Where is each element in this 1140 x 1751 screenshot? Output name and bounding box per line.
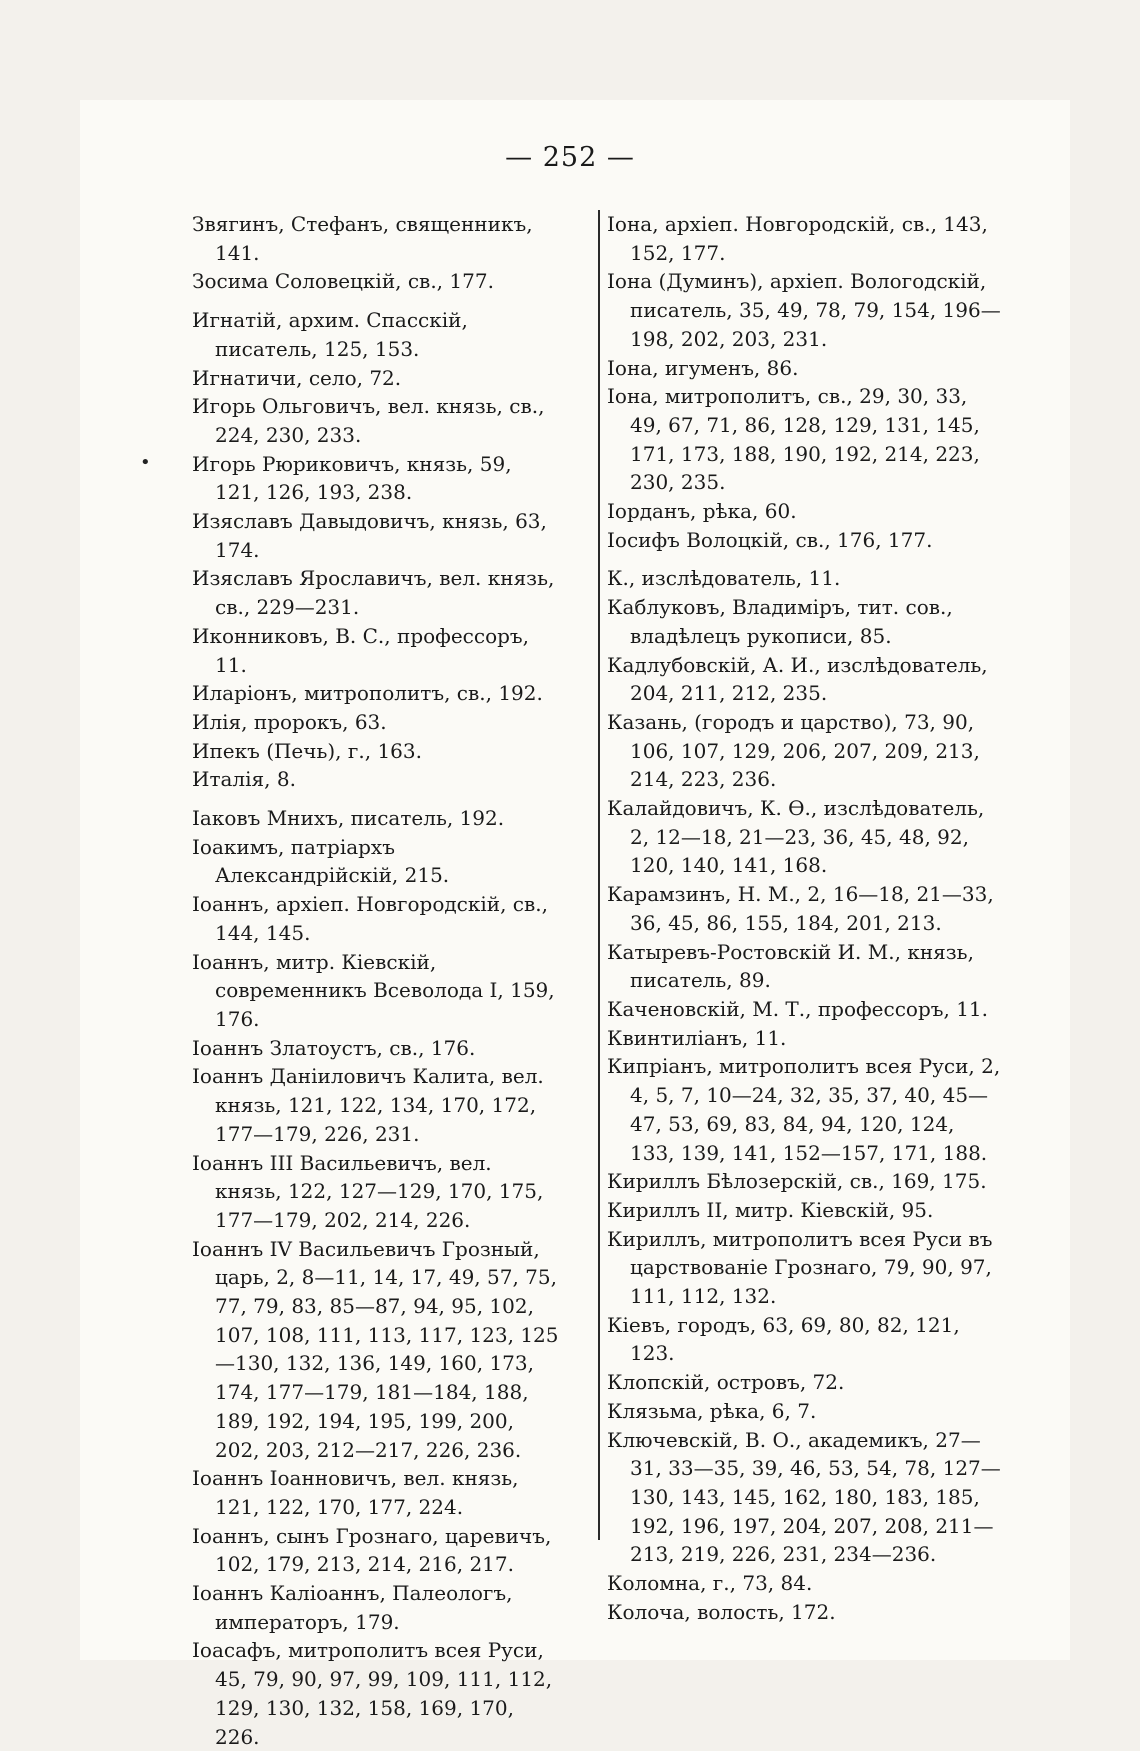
index-entry: Кіевъ, городъ, 63, 69, 80, 82, 121, 123. bbox=[607, 1312, 960, 1366]
section-gap bbox=[607, 554, 1003, 564]
index-entry: Іоаннъ, архіеп. Новгородскій, св., 144, 145. bbox=[192, 892, 548, 945]
index-entry: Клопскій, островъ, 72. bbox=[607, 1370, 845, 1395]
index-entry: Кириллъ Бѣлозерскій, св., 169, 175. bbox=[607, 1169, 987, 1194]
index-entry: Иконниковъ, В. С., профессоръ, 11. bbox=[192, 623, 529, 677]
index-entry: Илія, пророкъ, 63. bbox=[192, 709, 387, 734]
index-entry: К., изслѣдователь, 11. bbox=[607, 566, 841, 591]
index-entry: Іоаннъ Іоанновичъ, вел. князь, 121, 122, 170, 177, 224. bbox=[192, 1466, 519, 1519]
index-entry: Коломна, г., 73, 84. bbox=[607, 1571, 813, 1596]
index-entry: Іоаннъ Каліоаннъ, Палеологъ, императоръ, 179. bbox=[192, 1581, 513, 1634]
index-entry: Кадлубовскій, А. И., изслѣдователь, 204, 211, 212, 235. bbox=[607, 652, 988, 706]
index-entry: Каченовскій, М. Т., профессоръ, 11. bbox=[607, 996, 988, 1021]
index-entry: Кипріанъ, митрополитъ всея Руси, 2, 4, 5, 7, 10—24, 32, 35, 37, 40, 45—47, 53, 69, 83, 84, 94, 120, 124, 133, 139, 141, 152—157, 171, 188. bbox=[607, 1054, 1001, 1165]
index-entry: Іоаннъ IV Васильевичъ Грозный, царь, 2, 8—11, 14, 17, 49, 57, 75, 77, 79, 83, 85—87, 94, 95, 102, 107, 108, 111, 113, 117, 123, 125—130, 132, 136, 149, 160, 173, 174, 177—179, 181—184, 188, 189, 192, 194, 195, 199, 200, 202, 203, 212—217, 226, 236. bbox=[192, 1236, 559, 1462]
section-gap bbox=[192, 296, 560, 306]
index-entry: Іорданъ, рѣка, 60. bbox=[607, 499, 797, 524]
index-entry: Іоаннъ, митр. Кіевскій, современникъ Всеволода I, 159, 176. bbox=[192, 949, 555, 1031]
index-entry: Изяславъ Давыдовичъ, князь, 63, 174. bbox=[192, 509, 547, 562]
index-entry: Казань, (городъ и царство), 73, 90, 106, 107, 129, 206, 207, 209, 213, 214, 223, 236. bbox=[607, 709, 980, 792]
index-entry: Кириллъ, митрополитъ всея Руси въ царствованіе Грознаго, 79, 90, 97, 111, 112, 132. bbox=[607, 1226, 993, 1309]
margin-dot-mark: • bbox=[140, 452, 151, 473]
index-entry: Квинтиліанъ, 11. bbox=[607, 1025, 787, 1050]
index-entry: Колоча, волость, 172. bbox=[607, 1599, 836, 1624]
index-entry: Іона, архіеп. Новгородскій, св., 143, 152, 177. bbox=[607, 212, 988, 265]
index-entry: Калайдовичъ, К. Ѳ., изслѣдователь, 2, 12—18, 21—23, 36, 45, 48, 92, 120, 140, 141, 168. bbox=[607, 796, 985, 878]
section-gap bbox=[192, 794, 560, 804]
index-entry: Зосима Соловецкій, св., 177. bbox=[192, 269, 494, 294]
index-entry: Іоаннъ III Васильевичъ, вел. князь, 122, 127—129, 170, 175, 177—179, 202, 214, 226. bbox=[192, 1150, 544, 1232]
index-entry: Игнатичи, село, 72. bbox=[192, 365, 402, 390]
index-entry: Іоакимъ, патріархъ Александрійскій, 215. bbox=[192, 834, 450, 888]
index-entry: Іоаннъ Даніиловичъ Калита, вел. князь, 121, 122, 134, 170, 172, 177—179, 226, 231. bbox=[192, 1064, 544, 1146]
index-entry: Ключевскій, В. О., академикъ, 27—31, 33—35, 39, 46, 53, 54, 78, 127—130, 143, 145, 162, 180, 183, 185, 192, 196, 197, 204, 207, 208, 211—213, 219, 226, 231, 234—236. bbox=[607, 1427, 1001, 1567]
index-entry: Іосифъ Волоцкій, св., 176, 177. bbox=[607, 527, 933, 552]
index-entry: Италія, 8. bbox=[192, 767, 296, 792]
index-entry: Иларіонъ, митрополитъ, св., 192. bbox=[192, 681, 543, 706]
index-entry: Катыревъ-Ростовскій И. М., князь, писатель, 89. bbox=[607, 939, 974, 993]
index-entry: Игорь Ольговичъ, вел. князь, св., 224, 230, 233. bbox=[192, 394, 545, 447]
index-entry: Іона, митрополитъ, св., 29, 30, 33, 49, 67, 71, 86, 128, 129, 131, 145, 171, 173, 188, 190, 192, 214, 223, 230, 235. bbox=[607, 384, 980, 495]
index-entry: Игнатій, архим. Спасскій, писатель, 125, 153. bbox=[192, 308, 468, 361]
index-entry: Іона, игуменъ, 86. bbox=[607, 355, 799, 380]
page-number: — 252 — bbox=[505, 142, 635, 173]
column-divider bbox=[598, 210, 600, 1540]
index-column-left bbox=[192, 210, 560, 1751]
index-entry: Изяславъ Ярославичъ, вел. князь, св., 229—231. bbox=[192, 566, 555, 620]
index-column-right bbox=[607, 210, 1003, 1626]
index-entry: Іона (Думинъ), архіеп. Вологодскій, писатель, 35, 49, 78, 79, 154, 196—198, 202, 203, 231. bbox=[607, 269, 1001, 351]
index-entry: Клязьма, рѣка, 6, 7. bbox=[607, 1398, 817, 1423]
index-entry: Кириллъ II, митр. Кіевскій, 95. bbox=[607, 1197, 934, 1222]
index-entry: Іаковъ Мнихъ, писатель, 192. bbox=[192, 806, 505, 831]
index-entry: Игорь Рюриковичъ, князь, 59, 121, 126, 193, 238. bbox=[192, 451, 512, 505]
index-entry: Іоасафъ, митрополитъ всея Руси, 45, 79, 90, 97, 99, 109, 111, 112, 129, 130, 132, 158, 169, 170, 226. bbox=[192, 1638, 553, 1749]
index-entry: Каблуковъ, Владиміръ, тит. сов., владѣлецъ рукописи, 85. bbox=[607, 595, 953, 648]
index-entry: Іоаннъ Златоустъ, св., 176. bbox=[192, 1035, 476, 1060]
index-entry: Ипекъ (Печь), г., 163. bbox=[192, 738, 422, 763]
index-entry: Карамзинъ, Н. М., 2, 16—18, 21—33, 36, 45, 86, 155, 184, 201, 213. bbox=[607, 882, 994, 935]
index-entry: Іоаннъ, сынъ Грознаго, царевичъ, 102, 179, 213, 214, 216, 217. bbox=[192, 1523, 552, 1577]
index-entry: Звягинъ, Стефанъ, священникъ, 141. bbox=[192, 212, 533, 265]
